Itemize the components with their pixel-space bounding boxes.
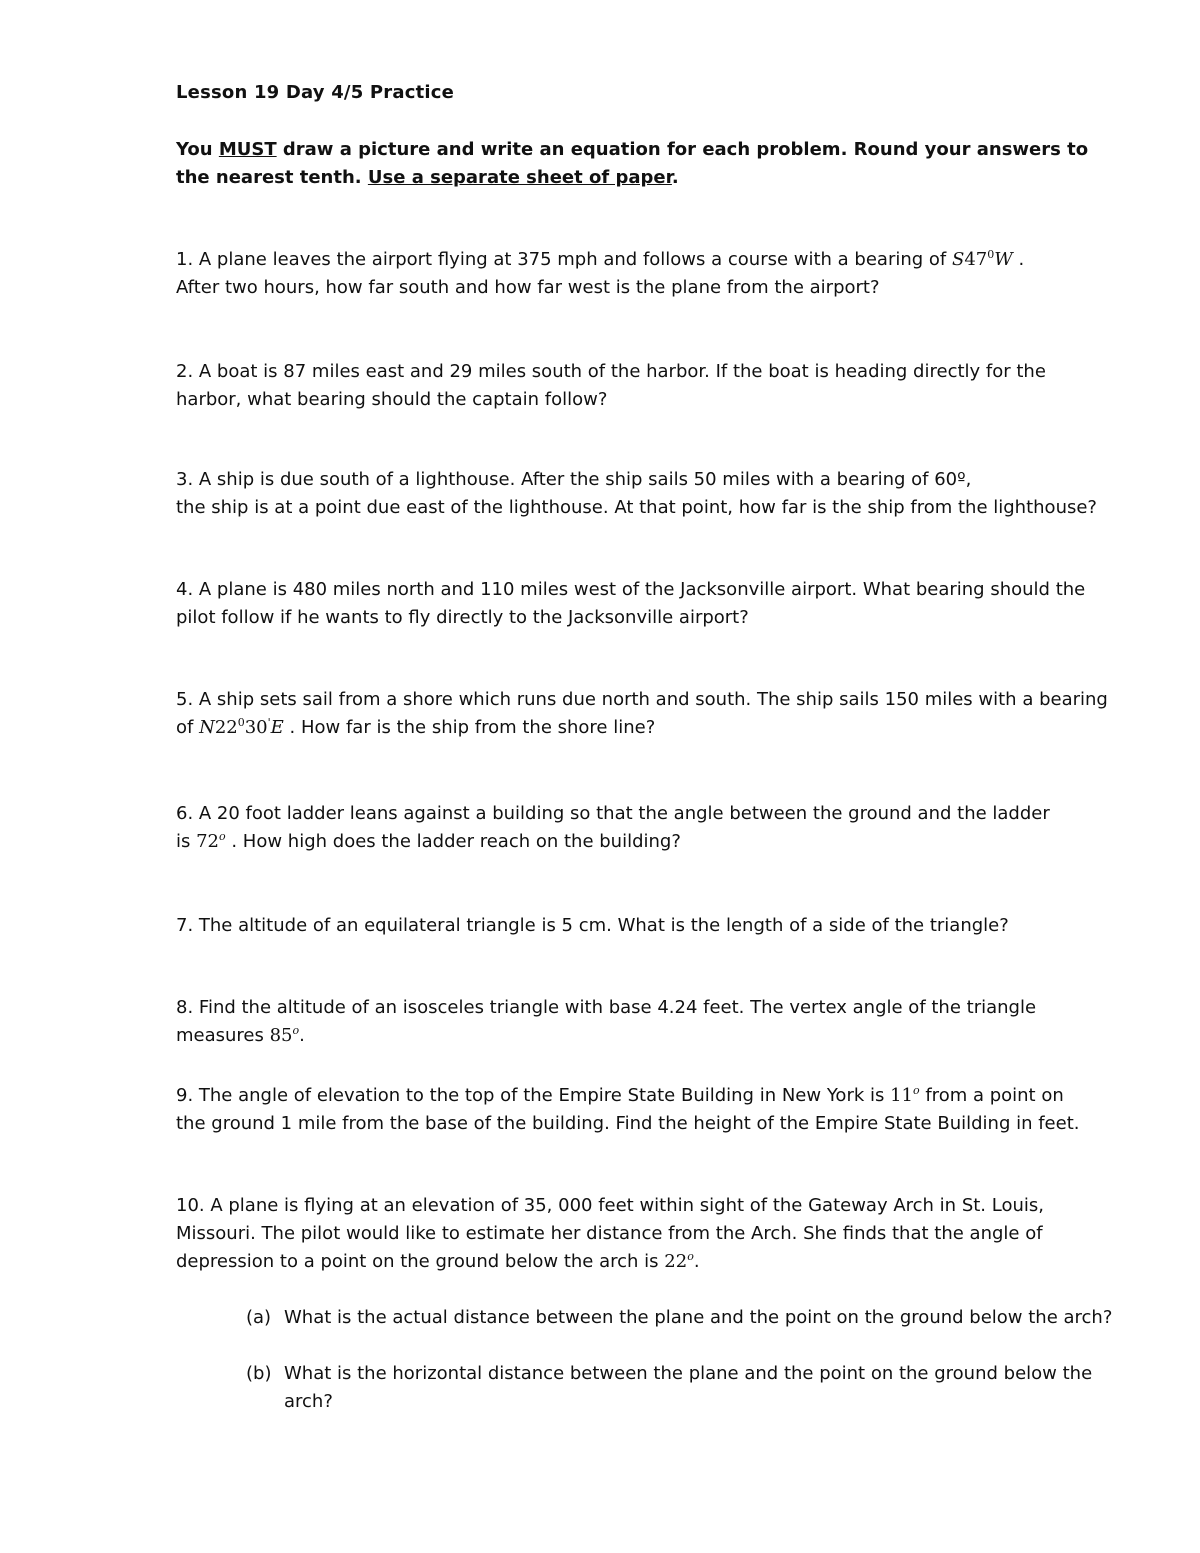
problem-9-line-1 (176, 1082, 1136, 1110)
problem-10-line-2: Missouri. The pilot would like to estimate her distance from the Arch. She finds that the angle of (176, 1223, 1043, 1244)
problem-6 (176, 800, 1136, 856)
problem-5 (176, 686, 1136, 742)
problem-4 (176, 576, 1136, 632)
problem-10-text: depression to a point on the ground below the arch is (176, 1251, 665, 1272)
problem-9-line-2: the ground 1 mile from the base of the building. Find the height of the Empire State Building in feet. (176, 1113, 1080, 1134)
problem-8-line-1: 8. Find the altitude of an isosceles triangle with base 4.24 feet. The vertex angle of the triangle (176, 997, 1037, 1018)
problem-10-line-3 (176, 1248, 1136, 1276)
instructions-period: . (671, 167, 679, 188)
angle-value: 11 (890, 1085, 913, 1106)
instructions-text-2: draw a picture and write an equation for each problem. Round your answers to the nearest tenth. (176, 139, 1089, 188)
problem-8-line-2 (176, 1022, 1136, 1050)
part-b-label: (b) (246, 1363, 272, 1384)
part-a-text: What is the actual distance between the plane and the point on the ground below the arch? (284, 1307, 1113, 1328)
problem-3-line-1: 3. A ship is due south of a lighthouse. After the ship sails 50 miles with a bearing of 60º, (176, 469, 972, 490)
problem-5-line-2 (176, 714, 1136, 742)
part-a-label: (a) (246, 1307, 272, 1328)
bearing-value: 47 (964, 249, 988, 270)
bearing-minutes: 30 (244, 717, 268, 738)
bearing-n: N (199, 717, 215, 738)
problem-6-line-1: 6. A 20 foot ladder leans against a building so that the angle between the ground and the ladder (176, 803, 1050, 824)
problem-1-line-1 (176, 246, 1136, 274)
instructions (176, 136, 1106, 192)
angle-value: 85 (269, 1025, 293, 1046)
problem-4-line-2: pilot follow if he wants to fly directly to the Jacksonville airport? (176, 607, 749, 628)
degree-symbol: o (292, 1024, 300, 1037)
problem-10b (246, 1360, 1136, 1416)
problem-2-line-2: harbor, what bearing should the captain follow? (176, 389, 608, 410)
problem-5-line-1: 5. A ship sets sail from a shore which runs due north and south. The ship sails 150 miles with a bearing (176, 689, 1108, 710)
problem-8 (176, 994, 1136, 1050)
bearing-s: S (952, 249, 965, 270)
problem-8-period: . (299, 1025, 305, 1046)
problem-2-line-1: 2. A boat is 87 miles east and 29 miles south of the harbor. If the boat is heading directly for the (176, 361, 1046, 382)
problem-10-period: . (693, 1251, 700, 1272)
problem-10-line-1: 10. A plane is flying at an elevation of 35, 000 feet within sight of the Gateway Arch in St. Louis, (176, 1195, 1044, 1216)
problem-4-line-1: 4. A plane is 480 miles north and 110 miles west of the Jacksonville airport. What bearing should the (176, 579, 1086, 600)
problem-10 (176, 1192, 1136, 1276)
degree-symbol: 0 (987, 248, 995, 261)
problem-3-line-2: the ship is at a point due east of the lighthouse. At that point, how far is the ship from the lighthouse? (176, 497, 1097, 518)
problem-9 (176, 1082, 1136, 1138)
bearing-degrees: 22 (214, 717, 238, 738)
angle-value: 22 (664, 1251, 688, 1272)
problem-6-text-2: . How high does the ladder reach on the building? (225, 831, 681, 852)
degree-symbol: 0 (237, 716, 245, 729)
problem-6-text: is (176, 831, 197, 852)
problem-9-text: 9. The angle of elevation to the top of the Empire State Building in New York is (176, 1085, 891, 1106)
part-b-text: What is the horizontal distance between the plane and the point on the ground below the arch? (284, 1363, 1093, 1412)
problem-8-text: measures (176, 1025, 270, 1046)
problem-7-line-1: 7. The altitude of an equilateral triangle is 5 cm. What is the length of a side of the triangle? (176, 915, 1009, 936)
problem-9-text-2: from a point on (919, 1085, 1064, 1106)
problem-2 (176, 358, 1136, 414)
page-title: Lesson 19 Day 4/5 Practice (176, 82, 455, 103)
problem-6-line-2 (176, 828, 1136, 856)
problem-7 (176, 912, 1136, 940)
angle-value: 72 (196, 831, 220, 852)
problem-1 (176, 246, 1136, 302)
instructions-separate-sheet: Use a separate sheet of paper (367, 167, 672, 188)
minute-symbol: ' (267, 716, 271, 729)
degree-symbol: o (687, 1250, 694, 1263)
problem-3 (176, 466, 1136, 522)
bearing-e: E (270, 717, 284, 738)
problem-10a (246, 1304, 1136, 1332)
degree-symbol: o (219, 830, 226, 843)
instructions-text: You (176, 139, 219, 160)
problem-1-line-2: After two hours, how far south and how far west is the plane from the airport? (176, 277, 880, 298)
degree-symbol: o (913, 1084, 920, 1097)
problem-5-text-2: . How far is the ship from the shore line? (283, 717, 656, 738)
bearing-w: W (994, 249, 1013, 270)
instructions-must: MUST (218, 139, 277, 160)
problem-1-period: . (1012, 249, 1025, 270)
problem-1-text: 1. A plane leaves the airport flying at 375 mph and follows a course with a bearing of (176, 249, 952, 270)
problem-5-text: of (176, 717, 200, 738)
